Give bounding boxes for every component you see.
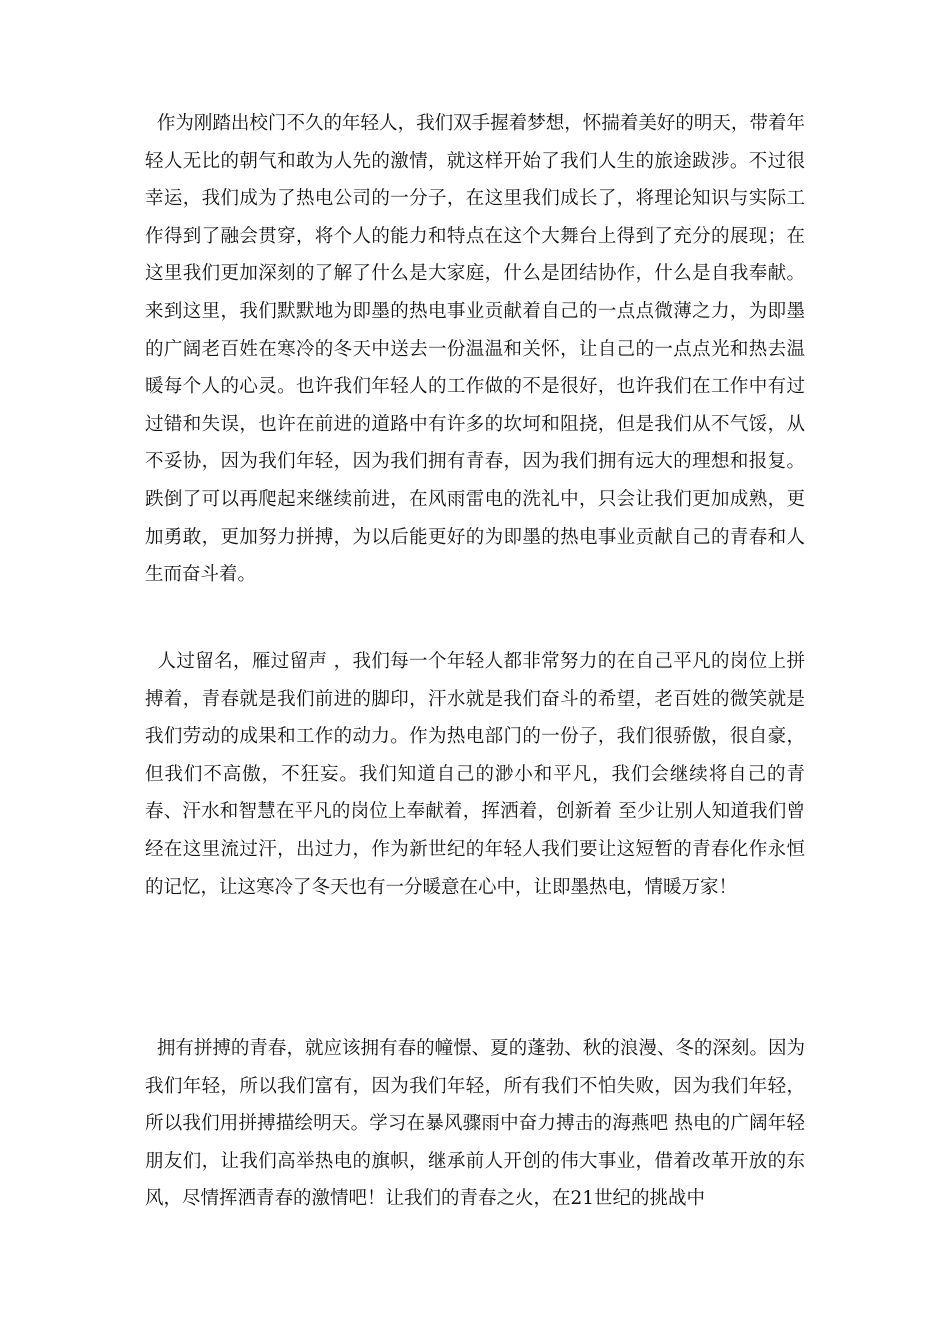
body-paragraph-3: 拥有拼搏的青春，就应该拥有春的幢憬、夏的蓬勃、秋的浪漫、冬的深刻。因为我们年轻，所以我们富有，因为我们年轻，所有我们不怕失败，因为我们年轻，所以我们用拼搏描绘明天。学习在暴风骤雨中奋力搏击的海燕吧 热电的广阔年轻朋友们，让我们高举热电的旗帜，继承前人开创的伟大事业，借着改革开放的东风，尽情挥洒青春的激情吧！让我们的青春之火，在21世纪的挑战中 [145, 1038, 805, 1210]
body-paragraph-1: 作为刚踏出校门不久的年轻人，我们双手握着梦想，怀揣着美好的明天，带着年轻人无比的朝气和敢为人先的激情，就这样开始了我们人生的旅途跋涉。不过很幸运，我们成为了热电公司的一分子，在这里我们成长了，将理论知识与实际工作得到了融会贯穿，将个人的能力和特点在这个大舞台上得到了充分的展现；在这里我们更加深刻的了解了什么是大家庭，什么是团结协作，什么是自我奉献。来到这里，我们默默地为即墨的热电事业贡献着自己的一点点微薄之力，为即墨的广阔老百姓在寒冷的冬天中送去一份温温和关怀，让自己的一点点光和热去温暖每个人的心灵。也许我们年轻人的工作做的不是很好，也许我们在工作中有过过错和失误，也许在前进的道路中有许多的坎坷和阻挠，但是我们从不气馁，从不妥协，因为我们年轻，因为我们拥有青春，因为我们拥有远大的理想和报复。跌倒了可以再爬起来继续前进，在风雨雷电的洗礼中，只会让我们更加成熟，更加勇敢，更加努力拼搏，为以后能更好的为即墨的热电事业贡献自己的青春和人生而奋斗着。 [145, 113, 805, 586]
body-paragraph-2: 人过留名，雁过留声 ，我们每一个年轻人都非常努力的在自己平凡的岗位上拼搏着，青春就是我们前进的脚印，汗水就是我们奋斗的希望，老百姓的微笑就是我们劳动的成果和工作的动力。作为热电部门的一份子，我们很骄傲，很自豪，但我们不高傲，不狂妄。我们知道自己的渺小和平凡，我们会继续将自己的青春、汗水和智慧在平凡的岗位上奉献着，挥洒着，创新着 至少让别人知道我们曾经在这里流过汗，出过力，作为新世纪的年轻人我们要让这短暂的青春化作永恒的记忆，让这寒冷了冬天也有一分暖意在心中，让即墨热电，情暖万家！ [145, 651, 806, 898]
